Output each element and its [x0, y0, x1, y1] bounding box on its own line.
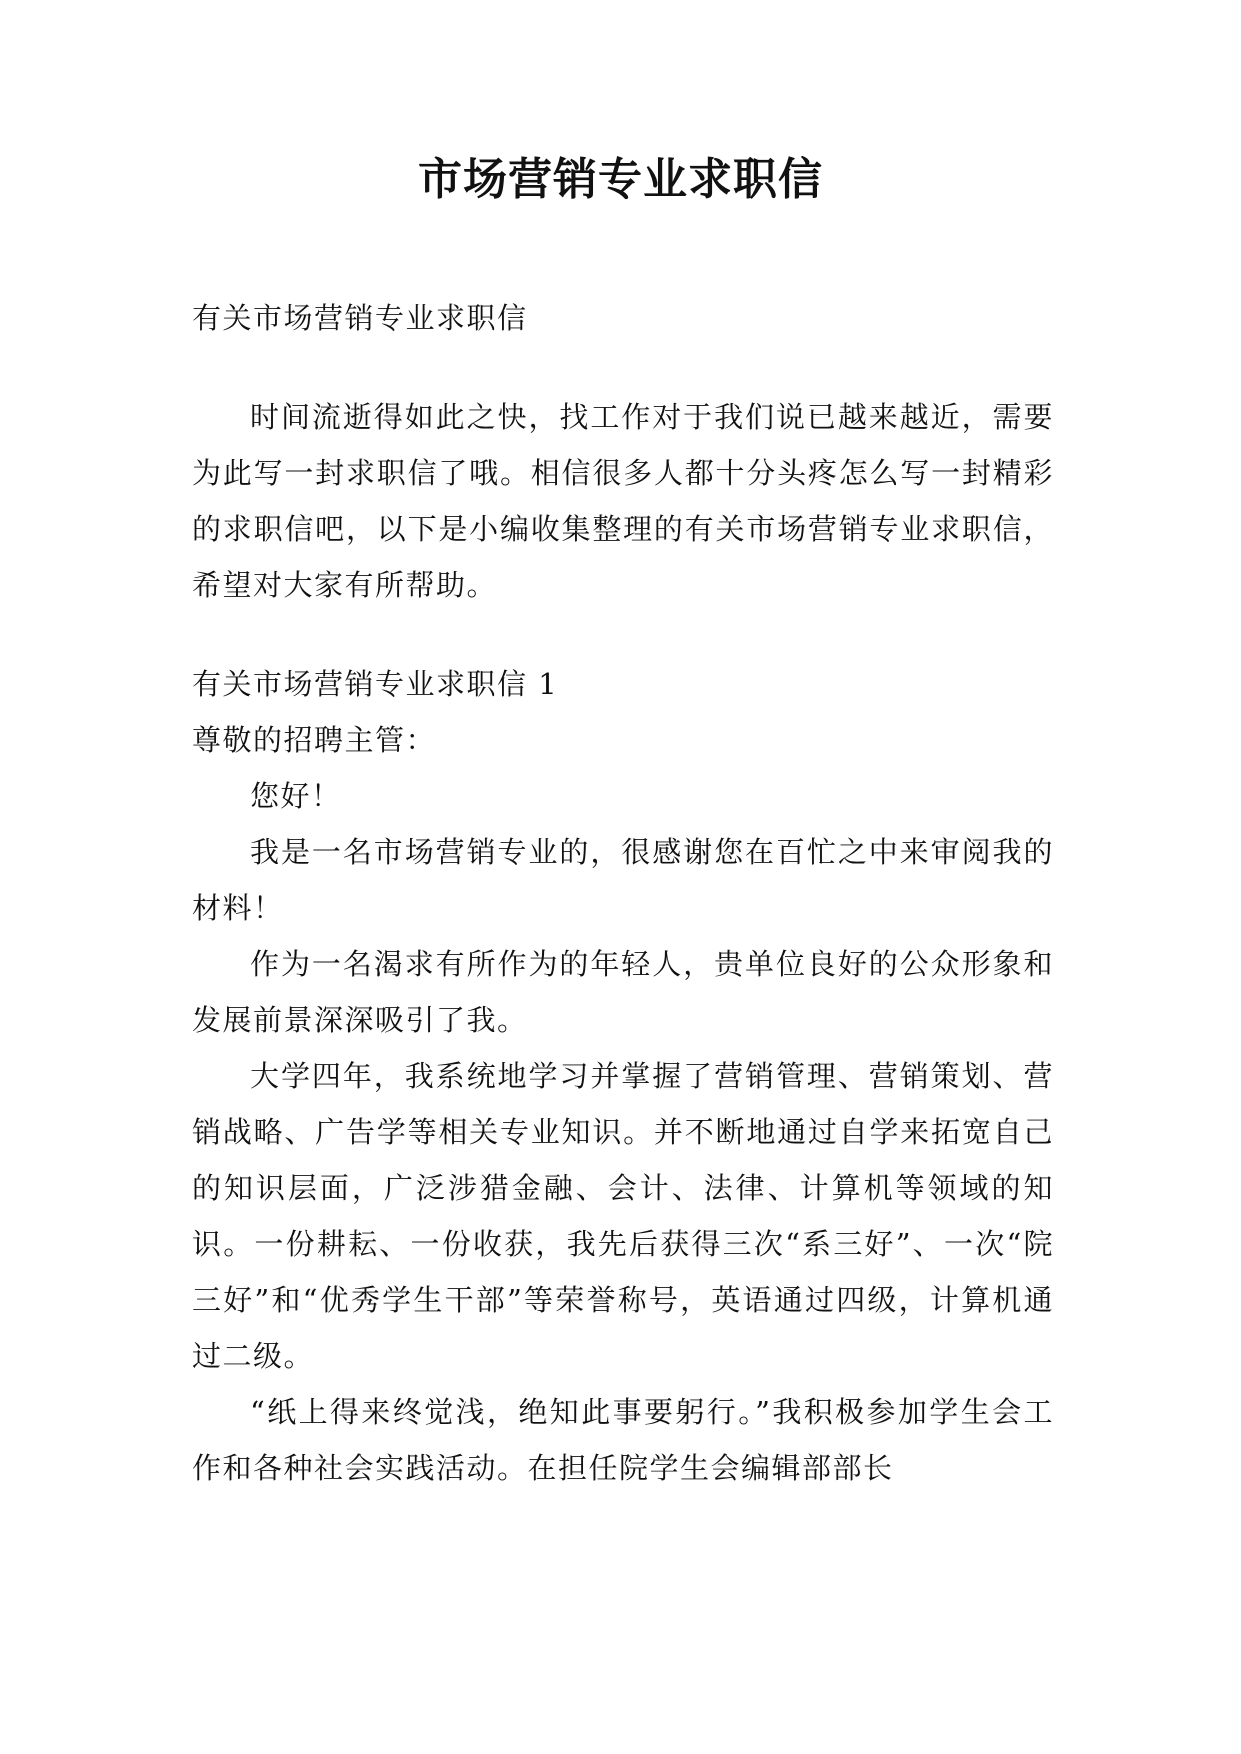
body-paragraph: 作为一名渴求有所作为的年轻人，贵单位良好的公众形象和发展前景深深吸引了我。 — [192, 947, 1054, 1037]
body-paragraph: “纸上得来终觉浅，绝知此事要躬行。”我积极参加学生会工作和各种社会实践活动。在担任院学生会编辑部部长 — [192, 1395, 1054, 1485]
body-paragraph: 我是一名市场营销专业的，很感谢您在百忙之中来审阅我的材料！ — [192, 835, 1054, 925]
greeting: 您好！ — [250, 779, 342, 813]
document-subtitle: 有关市场营销专业求职信 — [192, 301, 528, 335]
salutation: 尊敬的招聘主管： — [192, 723, 437, 757]
document-title: 市场营销专业求职信 — [418, 154, 823, 205]
body-paragraph: 大学四年，我系统地学习并掌握了营销管理、营销策划、营销战略、广告学等相关专业知识。并不断地通过自学来拓宽自己的知识层面，广泛涉猎金融、会计、法律、计算机等领域的知识。一份耕耘、一份收获，我先后获得三次“系三好”、一次“院三好”和“优秀学生干部”等荣誉称号，英语通过四级，计算机通过二级。 — [192, 1059, 1054, 1373]
intro-paragraph: 时间流逝得如此之快，找工作对于我们说已越来越近，需要为此写一封求职信了哦。相信很多人都十分头疼怎么写一封精彩的求职信吧，以下是小编收集整理的有关市场营销专业求职信，希望对大家有所帮助。 — [192, 400, 1054, 602]
section-heading: 有关市场营销专业求职信 1 — [192, 667, 559, 701]
document-body — [192, 290, 1054, 1496]
